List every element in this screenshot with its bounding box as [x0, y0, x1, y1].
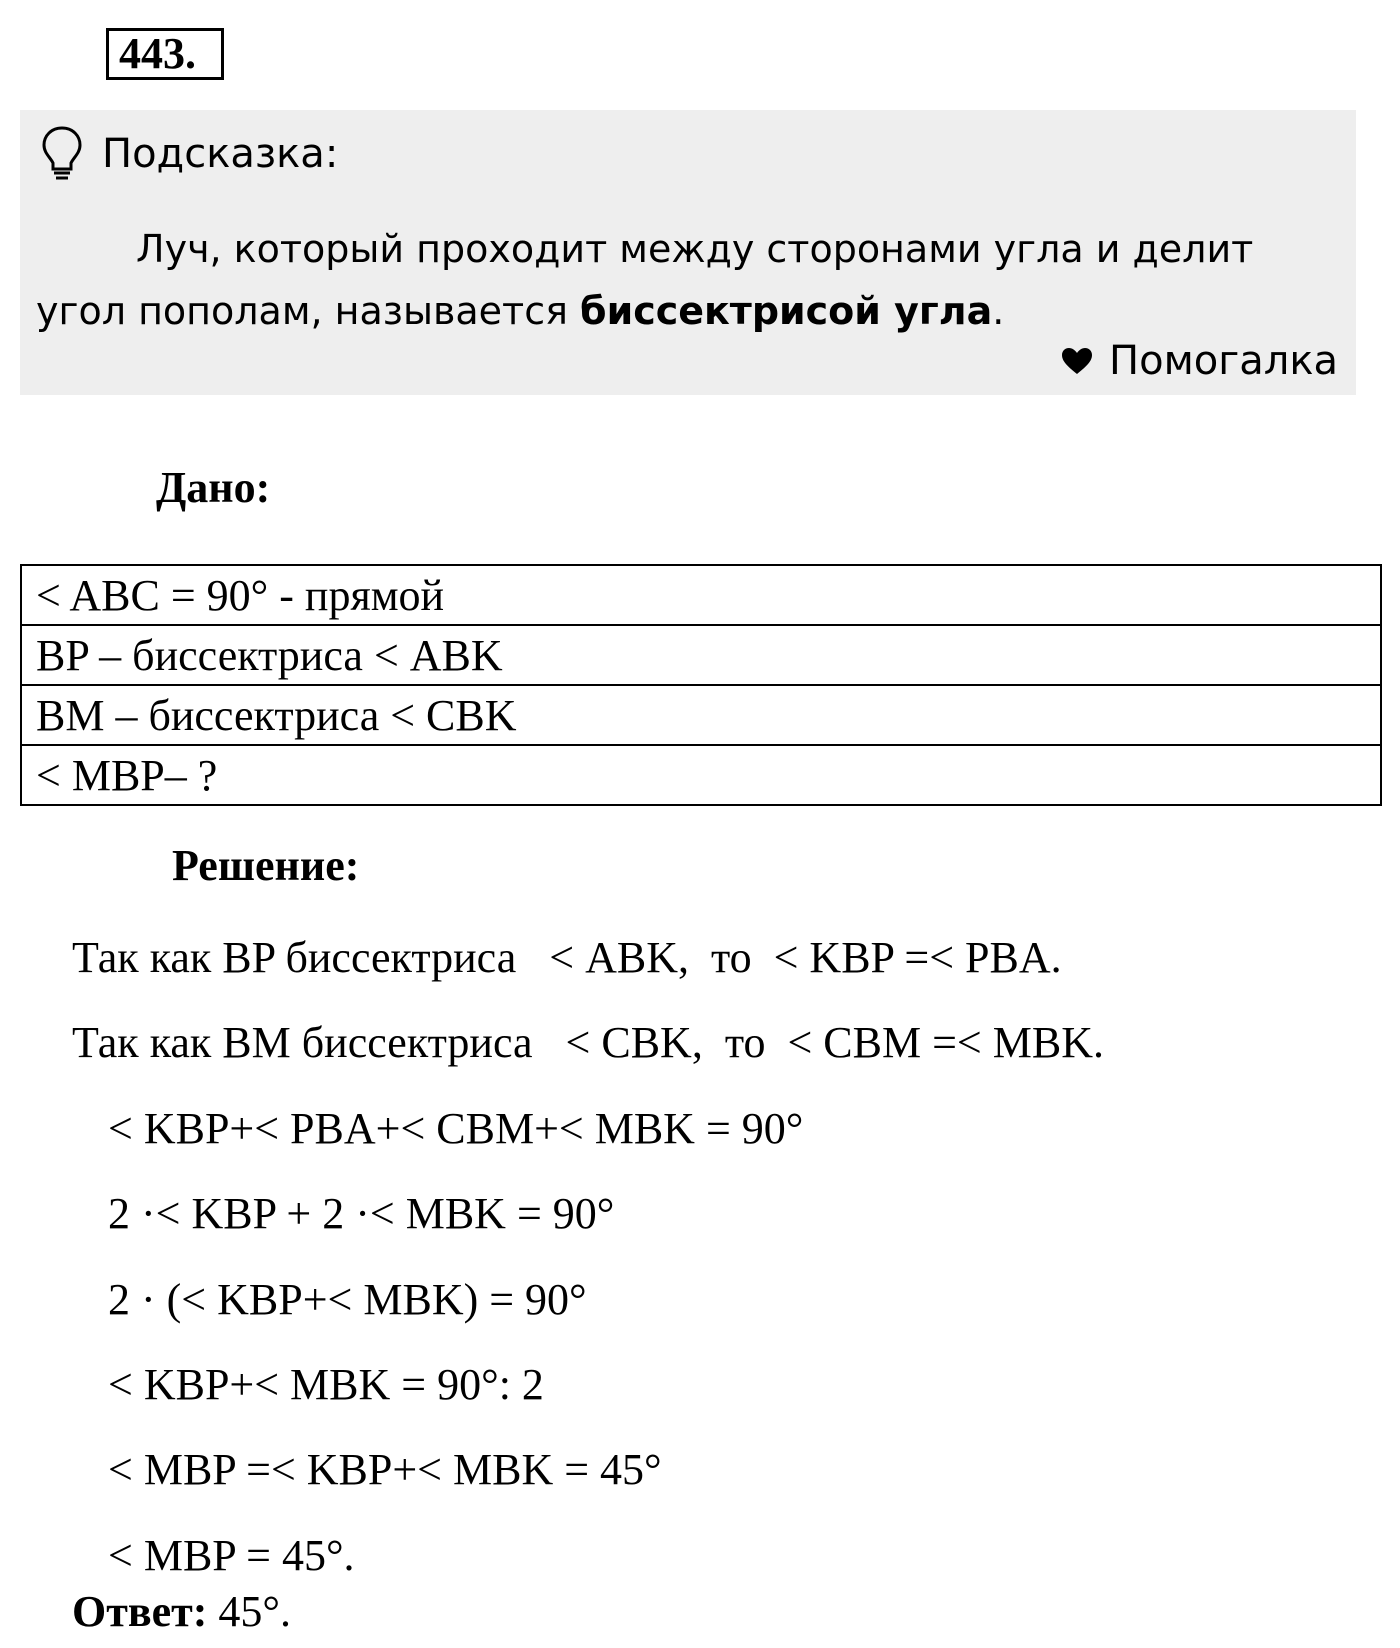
- hint-signature: [1061, 338, 1338, 384]
- solution-line: < KBP+< PBA+< CBM+< MBK = 90°: [108, 1104, 804, 1153]
- solution-line: < KBP+< MBK = 90°: 2: [108, 1360, 544, 1409]
- given-row: [21, 625, 1381, 685]
- solution-line: 2 ·< KBP + 2 ·< MBK = 90°: [108, 1189, 615, 1238]
- given-row: [21, 745, 1381, 805]
- given-cell: < MBP– ?: [21, 745, 1381, 805]
- signature-text: Помогалка: [1109, 338, 1338, 384]
- lightbulb-icon: [40, 125, 84, 183]
- solution-line: 2 · (< KBP+< MBK) = 90°: [108, 1275, 587, 1324]
- given-title: Дано:: [156, 463, 271, 512]
- hint-term: биссектрисой угла: [580, 289, 993, 333]
- given-table: [20, 564, 1382, 806]
- answer-value: 45°.: [207, 1587, 292, 1636]
- hint-text-line2: [36, 280, 1336, 342]
- hint-header: [40, 124, 338, 184]
- given-cell: BP – биссектриса < ABK: [21, 625, 1381, 685]
- task-number: 443.: [106, 28, 224, 80]
- hint-text: [36, 218, 1336, 342]
- answer: [72, 1586, 291, 1637]
- given-cell: BM – биссектриса < CBK: [21, 685, 1381, 745]
- solution-line: < MBP = 45°.: [108, 1531, 355, 1580]
- solution-line: < MBP =< KBP+< MBK = 45°: [108, 1445, 662, 1494]
- given-row: [21, 685, 1381, 745]
- hint-text-line1: Луч, который проходит между сторонами угла и делит: [136, 227, 1254, 271]
- answer-label: Ответ:: [72, 1587, 208, 1636]
- heart-icon: [1061, 347, 1093, 375]
- solution-line: Так как BM биссектриса < CBK, то < CBM =< MBK.: [72, 1018, 1104, 1067]
- solution-title: Решение:: [172, 841, 360, 890]
- given-cell: < ABC = 90° - прямой: [21, 565, 1381, 625]
- hint-box: [20, 110, 1356, 395]
- given-row: [21, 565, 1381, 625]
- hint-text-line2-end: .: [992, 289, 1005, 333]
- hint-title: Подсказка:: [102, 131, 339, 177]
- solution-line: Так как BP биссектриса < ABK, то < KBP =< PBA.: [72, 933, 1062, 982]
- hint-text-line2-start: угол пополам, называется: [36, 289, 581, 333]
